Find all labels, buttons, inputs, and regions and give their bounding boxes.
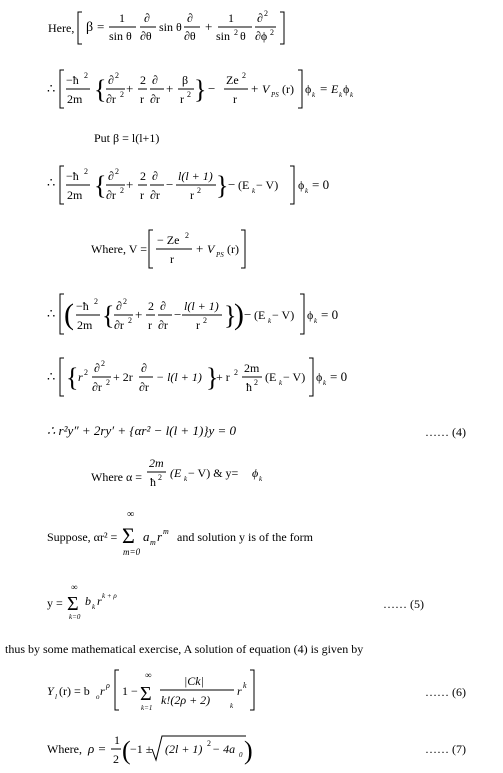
svg-text:1 −: 1 − [122, 684, 138, 698]
svg-text:r: r [180, 92, 184, 106]
svg-text:0: 0 [239, 751, 243, 759]
svg-text:l(l + 1): l(l + 1) [178, 169, 213, 183]
svg-text:∂: ∂ [108, 73, 114, 87]
svg-text:+: + [251, 81, 259, 96]
exercise-line: thus by some mathematical exercise, A solution of equation (4) is given by [5, 642, 364, 656]
svg-text:{: { [66, 363, 79, 392]
svg-text:k: k [339, 91, 343, 99]
equals-sign: = [97, 19, 105, 34]
svg-text:(E: (E [254, 308, 266, 322]
svg-text:2m: 2m [149, 456, 164, 470]
svg-text:a: a [143, 529, 150, 544]
svg-text:−ħ: −ħ [76, 299, 89, 313]
svg-text:2: 2 [128, 316, 132, 325]
svg-text:∂ϕ: ∂ϕ [255, 29, 268, 43]
svg-text:+ 2r: + 2r [113, 370, 133, 384]
svg-text:∂r: ∂r [114, 318, 124, 332]
equation-4: ∴ r²y″ + 2ry′ + {αr² − l(l + 1)}y = 0 [47, 423, 237, 438]
svg-text:ħ: ħ [246, 380, 252, 394]
svg-text:1: 1 [114, 733, 120, 747]
svg-text:r: r [78, 370, 83, 384]
svg-text:2: 2 [120, 90, 124, 99]
where-alpha-lead: Where α = [91, 470, 143, 484]
svg-text:and solution y is of the form: and solution y is of the form [177, 530, 313, 544]
svg-text:∂r: ∂r [92, 380, 102, 394]
svg-text:− V): − V) [256, 178, 279, 192]
frac2-den: ∂θ [140, 29, 152, 43]
svg-text:2m: 2m [77, 318, 93, 332]
svg-text:k: k [305, 187, 309, 195]
svg-text:PS: PS [271, 91, 279, 99]
svg-text:2: 2 [140, 169, 146, 183]
svg-text:m=0: m=0 [123, 547, 141, 557]
svg-text:k=1: k=1 [141, 704, 153, 712]
sin-theta-mid: sin θ [159, 20, 182, 34]
svg-text:2: 2 [113, 752, 119, 766]
svg-text:− 4a: − 4a [212, 742, 236, 756]
svg-text:∂r: ∂r [106, 188, 116, 202]
svg-text:∂r: ∂r [150, 92, 160, 106]
svg-text:= 0: = 0 [321, 307, 339, 322]
frac1-den: sin θ [109, 29, 132, 43]
svg-text:∞: ∞ [71, 582, 78, 592]
svg-text:sin: sin [216, 29, 231, 43]
svg-text:−: − [228, 177, 236, 192]
svg-text:2: 2 [270, 28, 274, 37]
svg-text:= 0: = 0 [330, 369, 348, 384]
svg-text:=: = [320, 81, 328, 96]
svg-text:2: 2 [197, 186, 201, 195]
svg-text:k: k [268, 317, 272, 325]
svg-text:(r): (r) [227, 242, 239, 256]
svg-text:= 0: = 0 [312, 177, 330, 192]
svg-text:2: 2 [140, 73, 146, 87]
svg-text:2m: 2m [67, 92, 83, 106]
svg-text:+: + [135, 307, 143, 322]
svg-text:2: 2 [84, 368, 88, 377]
svg-text:b: b [85, 594, 91, 608]
svg-text:+: + [166, 81, 174, 96]
svg-text:2: 2 [254, 378, 258, 387]
svg-text:Σ: Σ [140, 683, 152, 705]
svg-text:ħ: ħ [150, 475, 156, 489]
svg-text:∂r: ∂r [158, 318, 168, 332]
svg-text:−: − [244, 307, 252, 322]
svg-text:Ze: Ze [226, 73, 239, 87]
svg-text:ϕ: ϕ [252, 466, 259, 480]
svg-text:∂: ∂ [116, 299, 122, 313]
svg-text:∴: ∴ [47, 81, 56, 96]
svg-text:r: r [196, 318, 200, 332]
svg-text:Σ: Σ [122, 523, 135, 548]
equation-7-number: …… (7) [425, 742, 466, 756]
svg-text:r: r [190, 188, 194, 202]
svg-text:ϕ: ϕ [307, 308, 314, 322]
plus-sign: + [205, 19, 213, 34]
svg-text:− V): − V) [283, 370, 306, 384]
svg-text:∞: ∞ [127, 509, 135, 520]
svg-text:k: k [230, 702, 234, 710]
svg-text:θ: θ [240, 29, 246, 43]
svg-text:ρ: ρ [106, 681, 110, 690]
svg-text:{: { [94, 75, 107, 104]
svg-text:k: k [252, 187, 256, 195]
svg-text:∴: ∴ [47, 306, 56, 321]
svg-text:(r): (r) [282, 82, 294, 96]
svg-text:V: V [207, 242, 215, 256]
svg-text:2: 2 [120, 186, 124, 195]
svg-text:− V) & y=: − V) & y= [188, 466, 239, 480]
svg-text:2: 2 [187, 90, 191, 99]
svg-text:− V): − V) [272, 308, 295, 322]
svg-text:k: k [323, 379, 327, 387]
svg-text:k: k [279, 379, 283, 387]
svg-text:−: − [174, 307, 182, 322]
svg-text:ϕ: ϕ [316, 370, 323, 384]
svg-text:m: m [163, 527, 169, 536]
svg-text:+ r: + r [216, 370, 230, 384]
svg-text:r: r [140, 188, 144, 202]
svg-text:2: 2 [242, 71, 246, 80]
svg-text:r: r [148, 318, 152, 332]
svg-text:−ħ: −ħ [66, 169, 79, 183]
svg-text:2: 2 [234, 368, 238, 377]
svg-text:ϕ: ϕ [298, 178, 305, 192]
svg-text:∂: ∂ [141, 361, 147, 375]
svg-text:+: + [126, 81, 134, 96]
beta-definition-lead: Here, [48, 21, 75, 35]
svg-text:m: m [150, 538, 156, 547]
svg-text:V: V [262, 82, 270, 96]
svg-text:r: r [170, 252, 174, 266]
svg-text:∂r: ∂r [139, 380, 149, 394]
svg-text:∴: ∴ [47, 175, 56, 190]
svg-text:(: ( [122, 736, 131, 765]
svg-text:k: k [92, 603, 96, 611]
svg-text:1: 1 [228, 11, 234, 25]
svg-text:− l(l + 1): − l(l + 1) [156, 370, 202, 384]
svg-text:k: k [243, 681, 247, 690]
svg-text:(2l + 1): (2l + 1) [165, 742, 203, 756]
svg-text:(E: (E [238, 178, 250, 192]
svg-text:2: 2 [123, 297, 127, 306]
svg-text:+: + [196, 241, 204, 256]
svg-text:2: 2 [234, 28, 238, 37]
svg-text:2: 2 [115, 167, 119, 176]
svg-text:k: k [350, 91, 354, 99]
frac1-num: 1 [119, 11, 125, 25]
svg-text:2: 2 [106, 378, 110, 387]
svg-text:∂: ∂ [257, 11, 263, 25]
svg-text:2: 2 [203, 316, 207, 325]
where-v-lead: Where, V = [91, 242, 147, 256]
svg-text:2: 2 [115, 71, 119, 80]
svg-text:Y: Y [47, 684, 54, 698]
svg-text:∂: ∂ [152, 73, 158, 87]
frac2-num: ∂ [144, 11, 150, 25]
put-beta-line: Put β = l(l+1) [94, 131, 160, 145]
svg-text:}: } [216, 171, 229, 200]
svg-text:2: 2 [148, 299, 154, 313]
svg-text:∂: ∂ [152, 169, 158, 183]
svg-text:(: ( [64, 298, 74, 331]
equation-4-number: …… (4) [425, 425, 466, 439]
svg-text:∂r: ∂r [150, 188, 160, 202]
svg-text:E: E [331, 82, 339, 96]
svg-text:PS: PS [216, 251, 224, 259]
svg-text:|Ck|: |Ck| [184, 674, 204, 688]
svg-text:r: r [233, 92, 237, 106]
svg-text:∂θ: ∂θ [184, 29, 196, 43]
svg-text:k: k [184, 475, 188, 483]
svg-text:k: k [259, 475, 263, 483]
svg-text:∂: ∂ [160, 299, 166, 313]
svg-text:(E: (E [170, 466, 182, 480]
svg-text:∂: ∂ [108, 169, 114, 183]
svg-text:(r) = b: (r) = b [59, 684, 90, 698]
equation-7-lead: Where, [47, 742, 82, 756]
svg-text:}: } [224, 301, 237, 330]
svg-text:− Ze: − Ze [157, 233, 180, 247]
svg-text:k: k [314, 317, 318, 325]
svg-text:−: − [166, 177, 174, 192]
svg-text:r: r [100, 684, 105, 698]
beta-symbol: β [86, 20, 94, 35]
svg-text:r: r [237, 684, 242, 698]
svg-text:∂: ∂ [187, 11, 193, 25]
svg-text:2: 2 [158, 473, 162, 482]
svg-text:∴: ∴ [47, 369, 56, 384]
svg-text:): ) [234, 298, 244, 331]
svg-text:k: k [312, 91, 316, 99]
suppose-lead: Suppose, αr² = [47, 530, 118, 544]
svg-text:2: 2 [207, 739, 211, 748]
svg-text:ϕ: ϕ [305, 82, 312, 96]
svg-text:2: 2 [101, 359, 105, 368]
svg-text:2: 2 [84, 167, 88, 176]
svg-text:r: r [157, 529, 163, 544]
svg-text:ρ =: ρ = [88, 741, 107, 756]
svg-text:2: 2 [264, 9, 268, 18]
equation-5-lead: y = [47, 596, 63, 610]
svg-text:r: r [97, 594, 102, 608]
svg-text:{: { [102, 301, 115, 330]
svg-text:ϕ: ϕ [343, 82, 350, 96]
svg-text:l: l [55, 693, 57, 701]
svg-text:−: − [208, 81, 216, 96]
svg-text:Σ: Σ [67, 593, 79, 615]
svg-text:k!(2ρ + 2): k!(2ρ + 2) [161, 693, 211, 707]
svg-text:2: 2 [185, 231, 189, 240]
svg-text:k=0: k=0 [69, 613, 81, 621]
svg-text:2m: 2m [67, 188, 83, 202]
svg-text:−1 ±: −1 ± [130, 742, 153, 756]
svg-text:∂r: ∂r [106, 92, 116, 106]
svg-text:β: β [182, 73, 189, 87]
svg-text:}: } [206, 363, 219, 392]
svg-text:∂: ∂ [94, 361, 100, 375]
svg-text:o: o [96, 693, 100, 701]
svg-text:}: } [194, 75, 207, 104]
svg-text:): ) [244, 736, 253, 765]
equation-6-number: …… (6) [425, 685, 466, 699]
equation-5-number: …… (5) [383, 597, 424, 611]
svg-text:+: + [126, 177, 134, 192]
svg-text:2m: 2m [244, 361, 260, 375]
svg-text:{: { [94, 171, 107, 200]
svg-text:−ħ: −ħ [66, 73, 79, 87]
svg-text:∞: ∞ [145, 670, 152, 680]
svg-text:2: 2 [84, 71, 88, 80]
svg-text:(E: (E [265, 370, 277, 384]
svg-text:r: r [140, 92, 144, 106]
svg-text:l(l + 1): l(l + 1) [184, 299, 219, 313]
svg-text:2: 2 [94, 297, 98, 306]
svg-text:k + ρ: k + ρ [102, 592, 117, 600]
